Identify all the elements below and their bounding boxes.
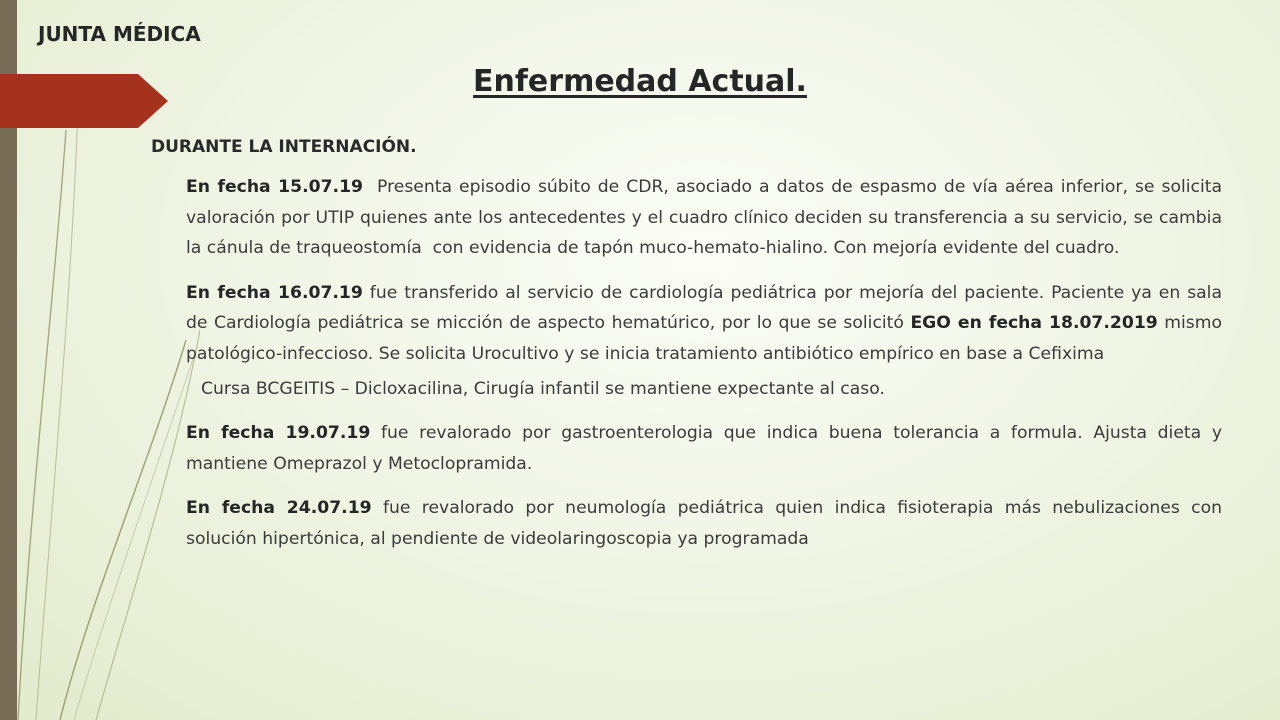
item-date: En fecha 19.07.19 — [186, 423, 371, 444]
item-date: En fecha 24.07.19 — [186, 498, 372, 519]
item-highlight: EGO en fecha 18.07.2019 — [910, 313, 1158, 334]
section-subtitle: DURANTE LA INTERNACIÓN. — [151, 137, 417, 157]
slide-title — [0, 64, 1280, 99]
item-text: fue revalorado por gastroenterologia que indica buena tolerancia a formula. Ajusta dieta y mantiene Omeprazol y Metoclopramida. — [186, 423, 1222, 474]
item-text-2: mismo patológico-infeccioso. Se solicita Urocultivo y se inicia tratamiento antibiótico empírico en base a Cefixima — [186, 313, 1223, 364]
continuation-line: Cursa BCGEITIS – Dicloxacilina, Cirugía infantil se mantiene expectante al caso. — [201, 378, 885, 399]
list-item — [151, 493, 1222, 554]
list-item — [151, 278, 1222, 370]
content-body — [151, 172, 1228, 555]
header-label: JUNTA MÉDICA — [38, 22, 201, 46]
item-text: Presenta episodio súbito de CDR, asociado a datos de espasmo de vía aérea inferior, se solicita valoración por UTIP quienes ante los antecedentes y el cuadro clínico deciden su transferencia a su servicio, se cambia la cánula de traqueostomía con evidencia de tapón muco-hemato-hialino. Con mejoría evidente del cuadro. — [186, 177, 1228, 259]
list-item — [151, 172, 1228, 264]
item-text: fue transferido al servicio de cardiología pediátrica por mejoría del paciente. Paciente ya en sala de Cardiología pediátrica se micción de aspecto hematúrico, por lo que se solicitó — [186, 282, 1222, 334]
slide-title-text: Enfermedad Actual. — [473, 64, 807, 99]
item-text: fue revalorado por neumología pediátrica quien indica fisioterapia más nebulizaciones con solución hipertónica, al pendiente de videolaringoscopia ya programada — [186, 498, 1222, 549]
list-item — [151, 418, 1222, 479]
item-date: En fecha 16.07.19 — [186, 282, 363, 303]
item-date: En fecha 15.07.19 — [186, 177, 363, 197]
